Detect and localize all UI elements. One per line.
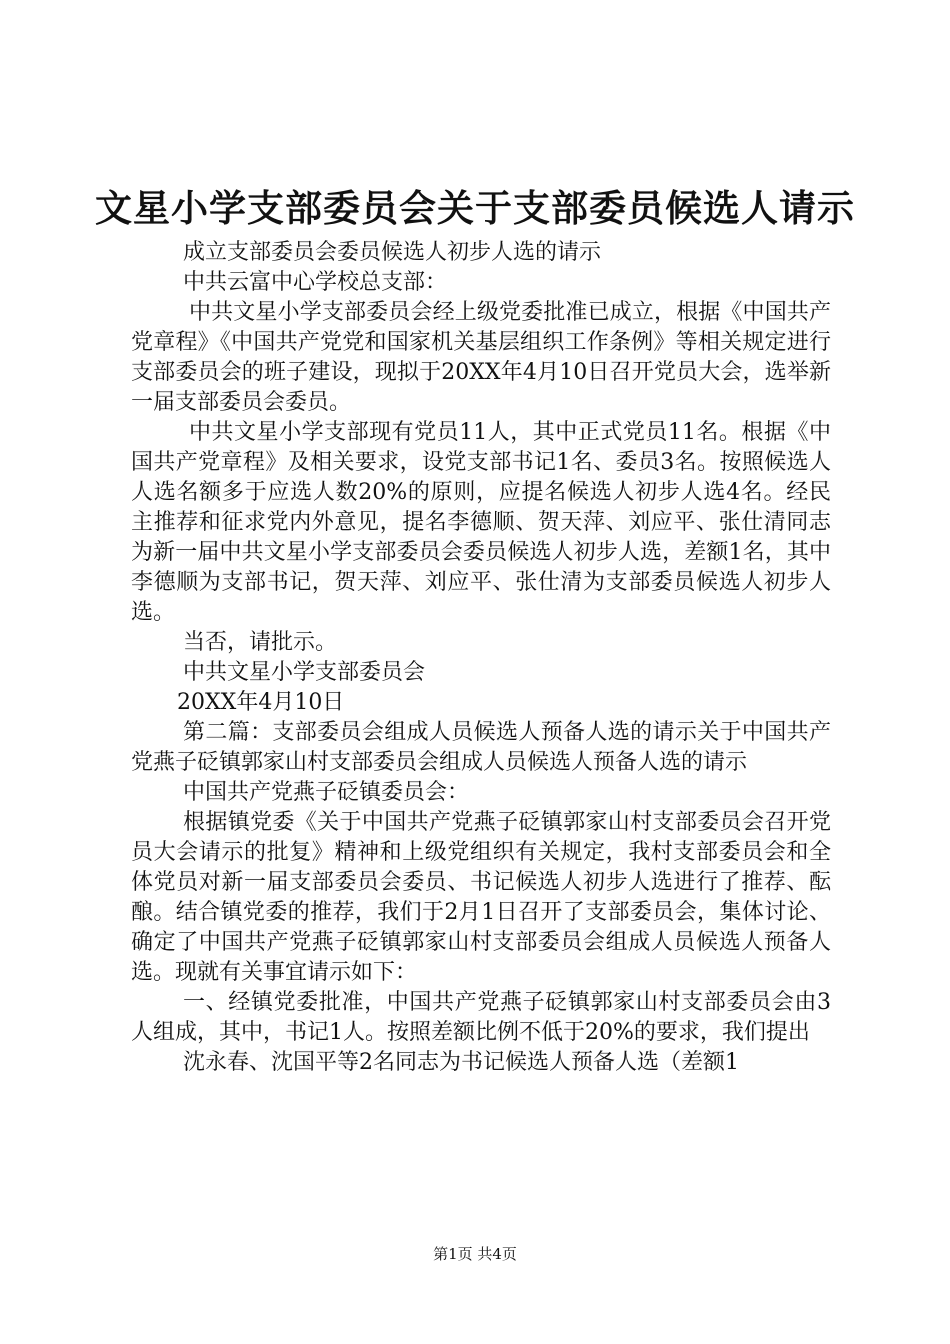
paragraph-body: 一、经镇党委批准，中国共产党燕子砭镇郭家山村支部委员会由3人组成，其中，书记1人。按照差额比例不低于20%的要求，我们提出 — [131, 990, 831, 1045]
paragraph-date: 20XX年4月10日 — [177, 690, 345, 715]
paragraph-subtitle: 成立支部委员会委员候选人初步人选的请示 — [183, 240, 602, 265]
page-footer: 第1页 共4页 — [433, 1245, 517, 1263]
document-title: 文星小学支部委员会关于支部委员候选人请示 — [95, 186, 855, 230]
paragraph-section-heading: 第二篇：支部委员会组成人员候选人预备人选的请示关于中国共产党燕子砭镇郭家山村支部委员会组成人员候选人预备人选的请示 — [131, 720, 831, 775]
document-body — [131, 238, 831, 1078]
paragraph-body: 中共文星小学支部委员会经上级党委批准已成立，根据《中国共产党章程》《中国共产党党和国家机关基层组织工作条例》等相关规定进行支部委员会的班子建设，现拟于20XX年4月10日召开党员大会，选举新一届支部委员会委员。 — [131, 300, 831, 415]
paragraph-body: 沈永春、沈国平等2名同志为书记候选人预备人选（差额1 — [183, 1050, 739, 1075]
paragraph-signature: 中共文星小学支部委员会 — [183, 660, 426, 685]
paragraph-request: 当否，请批示。 — [183, 630, 338, 655]
paragraph-addressee: 中共云富中心学校总支部： — [183, 270, 448, 295]
paragraph-body: 中共文星小学支部现有党员11人，其中正式党员11名。根据《中国共产党章程》及相关要求，设党支部书记1名、委员3名。按照候选人人选名额多于应选人数20%的原则，应提名候选人初步人选4名。经民主推荐和征求党内外意见，提名李德顺、贺天萍、刘应平、张仕清同志为新一届中共文星小学支部委员会委员候选人初步人选，差额1名，其中李德顺为支部书记，贺天萍、刘应平、张仕清为支部委员候选人初步人选。 — [131, 420, 831, 625]
paragraph-addressee: 中国共产党燕子砭镇委员会： — [183, 780, 470, 805]
paragraph-body: 根据镇党委《关于中国共产党燕子砭镇郭家山村支部委员会召开党员大会请示的批复》精神和上级党组织有关规定，我村支部委员会和全体党员对新一届支部委员会委员、书记候选人初步人选进行了推荐、酝酿。结合镇党委的推荐，我们于2月1日召开了支部委员会，集体讨论、确定了中国共产党燕子砭镇郭家山村支部委员会组成人员候选人预备人选。现就有关事宜请示如下： — [131, 810, 831, 985]
